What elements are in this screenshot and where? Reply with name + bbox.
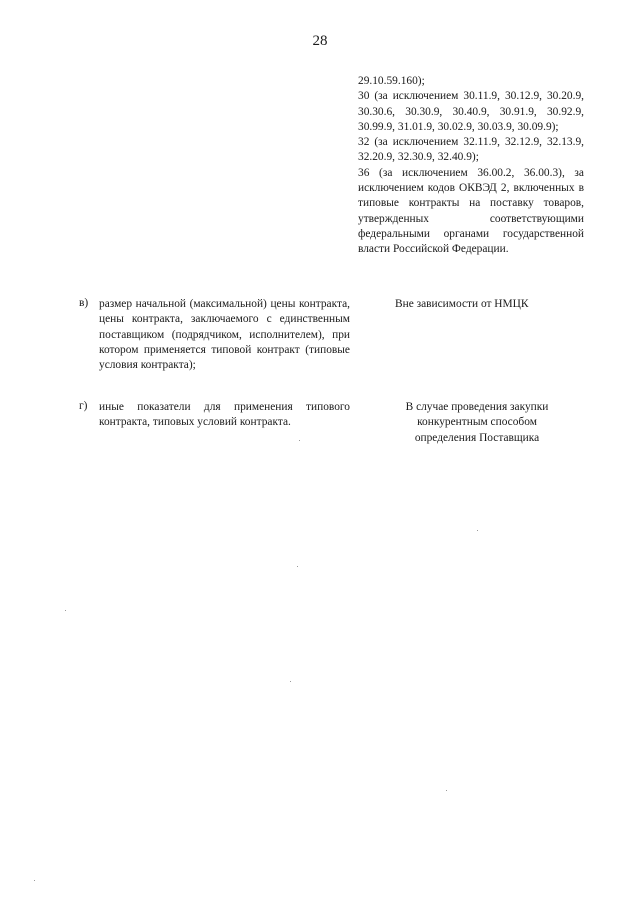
row-value-g: В случае проведения закупки конкурентным способом определения Поставщика: [405, 401, 549, 444]
page-number: 28: [312, 33, 328, 49]
scan-speck: [477, 530, 478, 531]
row-description: иные показатели для применения типового контракта, типовых условий контракта.: [99, 401, 350, 429]
codes-line: 36 (за исключением 36.00.2, 36.00.3), за исключением кодов ОКВЭД 2, включенных в типовые контракты на поставку товаров, утвержденных соответствующими федеральными органами государственной власти Российской Федерации.: [358, 166, 584, 256]
row-description: размер начальной (максимальной) цены контракта, цены контракта, заключаемого с единственным поставщиком (подрядчиком, исполнителем), при котором применяется типовой контракт (типовые условия контракта);: [99, 298, 350, 372]
scan-speck: [290, 681, 291, 682]
scan-speck: [299, 440, 300, 441]
row-text-g: [99, 400, 350, 431]
okved-codes-continuation: [358, 74, 584, 258]
scan-speck: [65, 610, 66, 611]
row-text-v: [99, 297, 350, 373]
scan-speck: [34, 880, 35, 881]
codes-line: 30 (за исключением 30.11.9, 30.12.9, 30.20.9, 30.30.6, 30.30.9, 30.40.9, 30.91.9, 30.92.9, 30.99.9, 31.01.9, 30.02.9, 30.03.9, 30.09.9);: [358, 90, 584, 133]
scan-speck: [297, 566, 298, 567]
row-letter-g: г): [79, 400, 88, 412]
scan-speck: [446, 790, 447, 791]
row-value-v: Вне зависимости от НМЦК: [395, 298, 529, 310]
row-letter-v: в): [79, 297, 89, 309]
codes-line: 32 (за исключением 32.11.9, 32.12.9, 32.13.9, 32.20.9, 32.30.9, 32.40.9);: [358, 136, 584, 164]
codes-line: 29.10.59.160);: [358, 75, 425, 87]
